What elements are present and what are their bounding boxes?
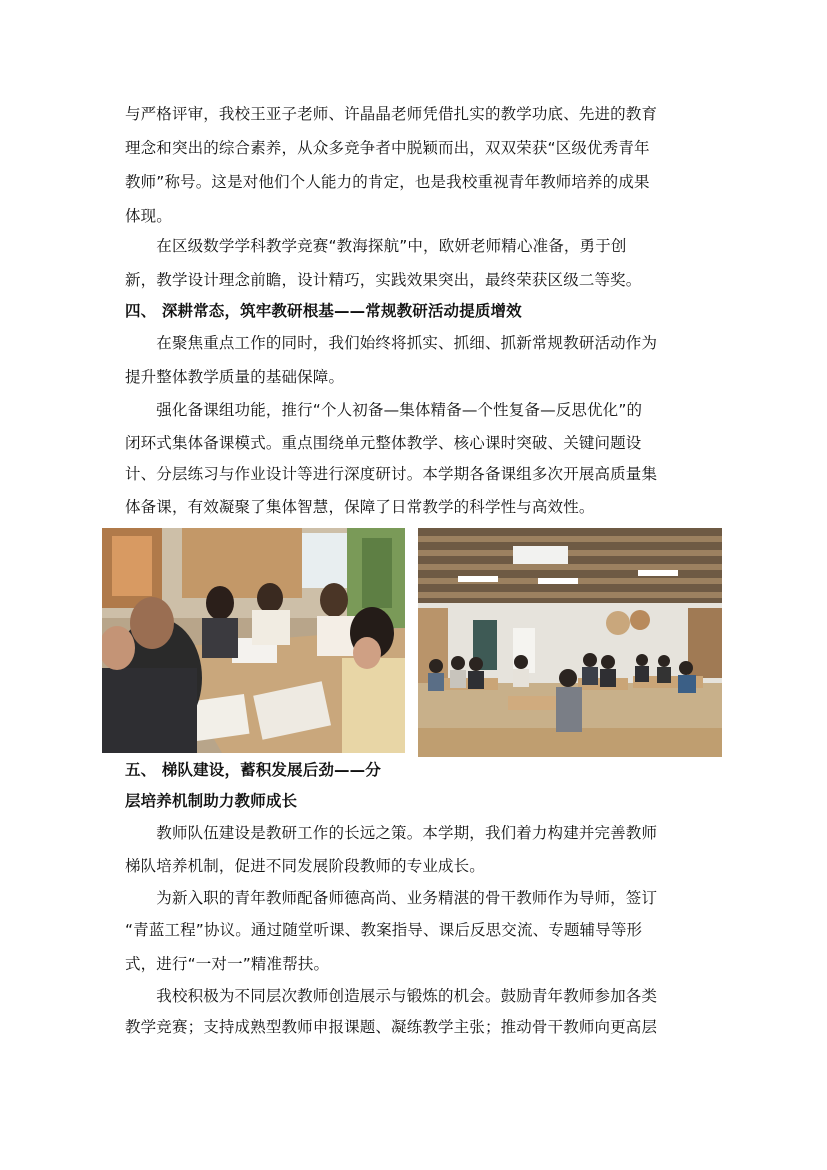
body-text-line: 我校积极为不同层次教师创造展示与锻炼的机会。鼓励青年教师参加各类 xyxy=(125,987,658,1005)
photo-teaching-research-room xyxy=(418,528,722,757)
body-text-line: 在聚焦重点工作的同时，我们始终将抓实、抓细、抓新常规教研活动作为 xyxy=(125,334,658,352)
body-text-line: 理念和突出的综合素养，从众多竞争者中脱颖而出，双双荣获“区级优秀青年 xyxy=(125,139,650,157)
body-text-line: 计、分层练习与作业设计等进行深度研讨。本学期各备课组多次开展高质量集 xyxy=(125,465,658,483)
body-text-line: 教师”称号。这是对他们个人能力的肯定，也是我校重视青年教师培养的成果 xyxy=(125,173,650,191)
body-text-line: 提升整体教学质量的基础保障。 xyxy=(125,368,345,386)
body-text-line: 教学竞赛；支持成熟型教师申报课题、凝练教学主张；推动骨干教师向更高层 xyxy=(125,1018,658,1036)
body-text-line: 新，教学设计理念前瞻，设计精巧，实践效果突出，最终荣获区级二等奖。 xyxy=(125,271,642,289)
section-heading-5-cont: 层培养机制助力教师成长 xyxy=(125,792,298,810)
body-text-line: 体现。 xyxy=(125,207,172,225)
body-text-line: 在区级数学学科教学竞赛“教海探航”中，欧妍老师精心准备，勇于创 xyxy=(125,237,627,255)
body-text-line: 为新入职的青年教师配备师德高尚、业务精湛的骨干教师作为导师，签订 xyxy=(125,889,658,907)
section-heading-5: 五、 梯队建设，蓄积发展后劲——分 xyxy=(125,761,381,779)
section-heading-4: 四、 深耕常态，筑牢教研根基——常规教研活动提质增效 xyxy=(125,302,522,320)
photo-lesson-planning xyxy=(102,528,405,753)
body-text-line: 闭环式集体备课模式。重点围绕单元整体教学、核心课时突破、关键问题设 xyxy=(125,434,642,452)
body-text-line: 与严格评审，我校王亚子老师、许晶晶老师凭借扎实的教学功底、先进的教育 xyxy=(125,105,658,123)
body-text-line: 式，进行“一对一”精准帮扶。 xyxy=(125,955,330,973)
body-text-line: 强化备课组功能，推行“个人初备—集体精备—个性复备—反思优化”的 xyxy=(125,401,643,419)
body-text-line: 梯队培养机制，促进不同发展阶段教师的专业成长。 xyxy=(125,857,485,875)
body-text-line: “青蓝工程”协议。通过随堂听课、教案指导、课后反思交流、专题辅导等形 xyxy=(125,921,643,939)
body-text-line: 教师队伍建设是教研工作的长远之策。本学期，我们着力构建并完善教师 xyxy=(125,824,658,842)
body-text-line: 体备课，有效凝聚了集体智慧，保障了日常教学的科学性与高效性。 xyxy=(125,498,595,516)
